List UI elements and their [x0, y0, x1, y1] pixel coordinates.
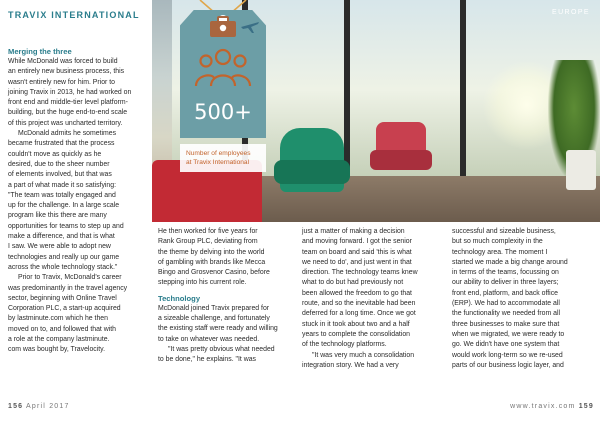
text-line: became frustrated that the process — [8, 140, 115, 148]
text-line: the existing staff were ready and willing — [158, 325, 278, 333]
article-column-3 — [302, 227, 442, 371]
text-line: front end and middle-tier level platform- — [8, 99, 128, 107]
text-line: our ability to deliver in three layers; — [452, 279, 559, 287]
text-line: Corporation PLC, a start-up acquired — [8, 305, 121, 313]
text-line: sector, beginning with Online Travel — [8, 294, 117, 302]
text-line: I saw. We were able to adopt new — [8, 243, 111, 251]
text-line: front end, platform, and back office — [452, 289, 558, 297]
text-line: route, and so the inevitable had been — [302, 300, 416, 308]
caption-line: Number of employees — [186, 150, 251, 157]
text-line: would work long-term so we re-used — [452, 351, 563, 359]
text-line: While McDonald was forced to build — [8, 58, 118, 65]
text-line: of elements involved, but that was — [8, 171, 112, 179]
text-line: integration story. We had a very — [302, 361, 399, 369]
text-line: Rank Group PLC, deviating from — [158, 238, 258, 246]
suitcase-icon — [208, 16, 238, 38]
text-line: direction. The technology teams knew — [302, 269, 418, 277]
text-line: been allowed the freedom to go that — [302, 289, 412, 297]
text-line: technology area. The moment I — [452, 248, 548, 256]
text-line: Bingo and Grosvenor Casino, before — [158, 269, 270, 277]
text-line: "The team was totally engaged and — [8, 191, 116, 199]
text-line: joining Travix in 2013, he had worked on — [8, 88, 132, 96]
text-line: McDonald joined Travix prepared for — [158, 304, 270, 312]
magazine-title: TRAVIX INTERNATIONAL — [8, 10, 140, 20]
employee-caption — [180, 144, 266, 172]
text-line: deferred for a long time. Once we got — [302, 310, 416, 318]
article-column-2 — [158, 227, 294, 366]
text-line: moved on to, and followed that with — [8, 325, 117, 333]
text-line: across the whole technology stack." — [8, 263, 118, 271]
text-line: desired, due to the sheer number — [8, 160, 110, 168]
text-line: technologies and really up our game — [8, 253, 120, 261]
page-number: 159 — [578, 403, 594, 410]
text-line: "It was pretty obvious what needed — [168, 345, 275, 353]
text-line: to be done," he explains. "It was — [158, 356, 256, 364]
region-label: EUROPE — [552, 9, 590, 16]
text-line: the theme by delving into the world — [158, 248, 265, 256]
issue-date: April 2017 — [26, 403, 70, 410]
text-line: "It was very much a consolidation — [312, 351, 415, 359]
text-line: when we migrated, we were ready to — [452, 330, 565, 338]
text-line: to take on whatever was needed. — [158, 335, 260, 343]
text-line: stuck in it took about two and a half — [302, 320, 410, 328]
text-line: (ERP). We had to accommodate all — [452, 300, 560, 308]
text-line: couldn't move as quickly as he — [8, 150, 102, 158]
text-line: of the technology platforms. — [302, 341, 387, 349]
text-line: we need to do', and just went in that — [302, 258, 412, 266]
text-line: of gambling with brands like Mecca — [158, 258, 266, 266]
text-line: a sizeable challenge, and fortunately — [158, 315, 270, 323]
text-line: a part of what made it so satisfying: — [8, 181, 117, 189]
text-line: make a difference, and that is what — [8, 233, 115, 241]
text-line: was predominantly in the travel agency — [8, 284, 128, 292]
footer-right — [510, 403, 594, 410]
text-line: years to complete the consolidation — [302, 330, 411, 338]
text-line: wasn't entirely new for him. Prior to — [8, 78, 116, 86]
text-line: by lastminute.com which he then — [8, 315, 108, 323]
text-line: a role at the company lastminute. — [8, 336, 110, 344]
text-line: up for the challenge. In a large scale — [8, 202, 120, 210]
text-line: team on board and said 'this is what — [302, 248, 412, 256]
website-url: www.travix.com — [510, 403, 576, 410]
people-icon — [194, 46, 252, 90]
text-line: building, but the huge end-to-end scale — [8, 109, 128, 117]
text-line: of this project was uncharted territory. — [8, 119, 123, 127]
text-line: program like this there are many — [8, 212, 107, 220]
text-line: opportunities for teams to step up and — [8, 222, 124, 230]
text-line: and moving forward. I got the senior — [302, 238, 412, 246]
text-line: in terms of the teams, focussing on — [452, 269, 559, 277]
text-line: He then worked for five years for — [158, 228, 258, 235]
caption-line: at Travix International — [186, 159, 250, 166]
airplane-icon — [240, 18, 260, 34]
text-line: the functionality we needed from all — [452, 310, 561, 318]
employee-count: 500+ — [194, 100, 252, 124]
text-line: McDonald admits he sometimes — [18, 130, 117, 138]
article-column-4 — [452, 227, 594, 371]
text-line: Prior to Travix, McDonald's career — [18, 274, 122, 282]
page-number: 156 — [8, 403, 24, 410]
text-line: com was bought by, Travelocity. — [8, 346, 106, 354]
text-line: parts of our business logic layer, and — [452, 361, 564, 369]
text-line: three businesses to make sure that — [452, 320, 560, 328]
text-line: but so much complexity in the — [452, 238, 543, 246]
text-line: go. We didn't have one system that — [452, 341, 560, 349]
text-line: stepping into his current role. — [158, 279, 247, 287]
section-heading: Merging the three — [8, 47, 72, 56]
section-heading: Technology — [158, 293, 201, 303]
footer-left — [8, 403, 70, 410]
text-line: just a matter of making a decision — [302, 228, 405, 235]
text-line: successful and sizeable business, — [452, 228, 556, 235]
text-line: started we made a big change around — [452, 258, 568, 266]
text-line: an entirely new business process, this — [8, 68, 125, 76]
article-column-1 — [8, 46, 154, 356]
text-line: what to do but had previously not — [302, 279, 404, 287]
